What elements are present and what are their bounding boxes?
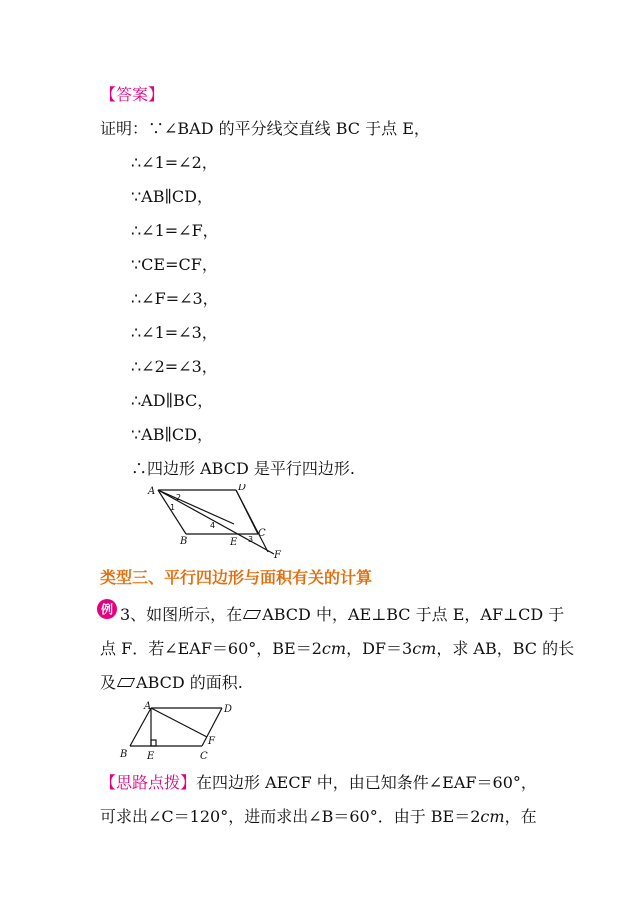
example-text: ABCD 的面积. bbox=[136, 673, 243, 692]
proof-step: ∴∠1=∠3， bbox=[131, 323, 218, 342]
proof-step: ∴四边形 ABCD 是平行四边形. bbox=[131, 459, 355, 478]
label-angle-3: 3 bbox=[248, 535, 254, 544]
example-text: ，DF＝3 bbox=[346, 639, 413, 658]
proof-step: ∴∠1=∠F， bbox=[131, 221, 219, 240]
hint-text: 可求出∠C＝120°，进而求出∠B＝60°．由于 BE＝2 bbox=[100, 807, 481, 826]
hint-label: 【思路点拨】 bbox=[100, 773, 197, 792]
unit-cm: cm bbox=[321, 639, 347, 658]
label-c: C bbox=[200, 751, 208, 762]
example-line-3 bbox=[100, 672, 243, 694]
label-angle-4: 4 bbox=[210, 521, 216, 530]
example-text: ，求 AB，BC 的长 bbox=[436, 639, 575, 658]
example-text: ABCD 中，AE⊥BC 于点 E，AF⊥CD 于 bbox=[262, 605, 565, 624]
example-line-1 bbox=[120, 604, 564, 626]
proof-step: ∵AB∥CD， bbox=[131, 187, 213, 206]
svg-text:例: 例 bbox=[100, 602, 114, 617]
example-text: 及 bbox=[100, 673, 117, 692]
label-d: D bbox=[224, 704, 233, 715]
label-b: B bbox=[120, 749, 128, 760]
example-text: 点 F．若∠EAF＝60°，BE＝2 bbox=[100, 639, 322, 658]
proof-step: ∴∠2=∠3， bbox=[131, 357, 218, 376]
label-e: E bbox=[230, 537, 238, 548]
label-c: C bbox=[258, 528, 266, 539]
parallelogram-symbol-icon bbox=[117, 678, 135, 687]
answer-heading: 【答案】 bbox=[100, 85, 165, 104]
proof-step: ∴∠F=∠3， bbox=[131, 289, 219, 308]
label-f: F bbox=[208, 736, 215, 747]
proof-step: ∵AB∥CD， bbox=[131, 425, 213, 444]
hint-text: 在四边形 AECF 中，由已知条件∠EAF＝60°， bbox=[196, 773, 537, 792]
figure-parallelogram-2 bbox=[116, 700, 236, 762]
hint-text: ，在 bbox=[504, 807, 537, 826]
label-f: F bbox=[274, 550, 281, 561]
example-badge-icon bbox=[96, 598, 118, 620]
unit-cm: cm bbox=[480, 807, 505, 826]
proof-step: ∴AD∥BC， bbox=[131, 391, 214, 410]
parallelogram-symbol-icon bbox=[243, 610, 261, 619]
label-b: B bbox=[180, 536, 188, 547]
proof-step: ∴∠1=∠2， bbox=[131, 153, 218, 172]
side-ab bbox=[130, 708, 151, 746]
right-angle-mark bbox=[151, 740, 156, 746]
label-angle-2: 2 bbox=[176, 493, 182, 502]
hint-line-2 bbox=[100, 806, 537, 828]
unit-cm: cm bbox=[412, 639, 437, 658]
proof-step: ∵CE=CF， bbox=[131, 255, 218, 274]
section-title: 类型三、平行四边形与面积有关的计算 bbox=[100, 568, 373, 587]
label-d: D bbox=[238, 484, 247, 493]
altitude-af bbox=[151, 708, 207, 737]
example-line-2 bbox=[100, 638, 574, 660]
figure-parallelogram-1 bbox=[146, 484, 296, 562]
hint-line-1 bbox=[100, 772, 537, 794]
label-a: A bbox=[144, 701, 152, 712]
proof-intro: 证明：∵∠BAD 的平分线交直线 BC 于点 E， bbox=[100, 119, 430, 138]
label-a: A bbox=[148, 486, 156, 497]
example-text: 3、如图所示，在 bbox=[120, 605, 243, 624]
label-e: E bbox=[147, 751, 155, 762]
label-angle-1: 1 bbox=[170, 503, 176, 512]
